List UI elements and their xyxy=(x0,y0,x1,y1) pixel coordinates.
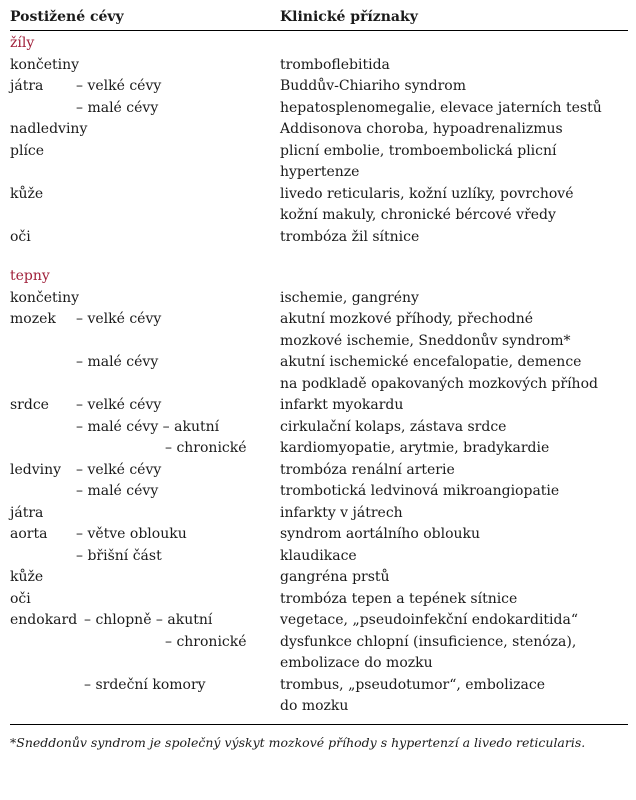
table-row xyxy=(10,184,628,206)
table-row xyxy=(10,352,628,374)
vessel-label: – malé cévy – akutní xyxy=(76,418,220,435)
symptom-text: na podkladě opakovaných mozkových příhod xyxy=(280,375,598,392)
symptom-text: trombus, „pseudotumor“, embolizace xyxy=(280,676,546,693)
organ-label: srdce xyxy=(10,397,49,413)
table-row xyxy=(10,55,628,77)
organ-label: játra xyxy=(10,504,44,521)
table-row xyxy=(10,632,628,654)
header-affected-vessels: Postižené cévy xyxy=(10,9,124,25)
table-row xyxy=(10,524,628,546)
table-row xyxy=(10,546,628,568)
table-row xyxy=(10,610,628,632)
organ-label: oči xyxy=(10,590,31,607)
table-row xyxy=(10,653,628,675)
organ-label: nadledviny xyxy=(10,121,88,137)
vessel-label: – velké cévy xyxy=(76,461,162,478)
organ-label: aorta xyxy=(10,526,48,542)
table-row xyxy=(10,227,628,249)
table-row xyxy=(10,589,628,611)
table-row xyxy=(10,205,628,227)
symptom-text: do mozku xyxy=(280,698,349,714)
vessel-label: – větve oblouku xyxy=(76,526,187,542)
symptom-text: Addisonova choroba, hypoadrenalizmus xyxy=(280,121,563,137)
symptom-text: tromboflebitida xyxy=(280,56,390,73)
table-row xyxy=(10,309,628,331)
vessel-label: – malé cévy xyxy=(76,483,159,499)
organ-label: končetiny xyxy=(10,289,80,306)
symptom-text: dysfunkce chlopní (insuficience, stenóza), xyxy=(280,633,577,650)
organ-label: mozek xyxy=(10,311,56,327)
table-row xyxy=(10,374,628,396)
table-row xyxy=(10,331,628,353)
symptom-text: trombóza renální arterie xyxy=(280,461,455,478)
section-arteries: tepny xyxy=(10,268,50,284)
table-row xyxy=(10,417,628,439)
vessel-label: – velké cévy xyxy=(76,311,162,327)
symptom-text: vegetace, „pseudoinfekční endokarditida“ xyxy=(280,612,578,628)
symptom-text: trombóza žil sítnice xyxy=(280,228,420,245)
table-row xyxy=(10,76,628,98)
table-row xyxy=(10,696,628,718)
vessel-label: – srdeční komory xyxy=(84,676,206,693)
table-row xyxy=(10,141,628,163)
symptom-text: akutní ischemické encefalopatie, demence xyxy=(280,354,582,370)
organ-label: ledviny xyxy=(10,461,62,478)
header-clinical-symptoms: Klinické příznaky xyxy=(280,9,418,25)
organ-label: endokard xyxy=(10,612,78,628)
table-row xyxy=(10,395,628,417)
symptom-text: trombóza tepen a tepének sítnice xyxy=(280,590,518,607)
vessel-sublabel: – chronické xyxy=(165,440,247,456)
vessel-label: – malé cévy xyxy=(76,354,159,370)
symptom-text: ischemie, gangrény xyxy=(280,289,419,306)
vessel-label: – chlopně – akutní xyxy=(84,612,213,628)
organ-label: končetiny xyxy=(10,56,80,73)
symptom-text: embolizace do mozku xyxy=(280,655,433,671)
table-row xyxy=(10,675,628,697)
table-row xyxy=(10,119,628,141)
vessel-label: – velké cévy xyxy=(76,78,162,94)
vessel-label: – velké cévy xyxy=(76,397,162,413)
section-veins: žíly xyxy=(10,35,35,51)
organ-label: oči xyxy=(10,228,31,245)
vessel-label: – břišní část xyxy=(76,547,162,564)
symptom-text: livedo reticularis, kožní uzlíky, povrchové xyxy=(280,185,574,202)
symptom-text: gangréna prstů xyxy=(280,569,390,585)
symptom-text: Buddův-Chiariho syndrom xyxy=(280,78,466,94)
symptom-text: cirkulační kolaps, zástava srdce xyxy=(280,418,507,435)
symptom-text: kardiomyopatie, arytmie, bradykardie xyxy=(280,440,550,456)
table-row xyxy=(10,503,628,525)
symptom-text: plicní embolie, tromboembolická plicní xyxy=(280,142,557,159)
table-row xyxy=(10,162,628,184)
vessel-sublabel: – chronické xyxy=(165,633,247,650)
organ-label: kůže xyxy=(10,569,44,585)
table-body xyxy=(10,33,628,718)
symptom-text: akutní mozkové příhody, přechodné xyxy=(280,311,534,327)
table-bottom-rule xyxy=(10,724,628,725)
symptom-text: kožní makuly, chronické bércové vředy xyxy=(280,207,556,223)
table-row xyxy=(10,288,628,310)
vessel-label: – malé cévy xyxy=(76,99,159,116)
symptom-text: infarkty v játrech xyxy=(280,504,403,521)
symptom-text: infarkt myokardu xyxy=(280,397,404,413)
table-row xyxy=(10,481,628,503)
table-row xyxy=(10,438,628,460)
symptom-text: trombotická ledvinová mikroangiopatie xyxy=(280,483,560,499)
footnote: *Sneddonův syndrom je společný výskyt mozkové příhody s hypertenzí a livedo reticularis. xyxy=(10,734,586,750)
table-row xyxy=(10,567,628,589)
symptom-text: hepatosplenomegalie, elevace jaterních testů xyxy=(280,99,602,116)
organ-label: játra xyxy=(10,78,44,94)
symptom-text: syndrom aortálního oblouku xyxy=(280,526,481,542)
organ-label: kůže xyxy=(10,185,44,202)
symptom-text: mozkové ischemie, Sneddonův syndrom* xyxy=(280,332,571,349)
table-header xyxy=(10,4,628,31)
symptom-text: klaudikace xyxy=(280,547,357,564)
symptom-text: hypertenze xyxy=(280,164,360,180)
table-row xyxy=(10,98,628,120)
organ-label: plíce xyxy=(10,142,45,159)
table-row xyxy=(10,460,628,482)
